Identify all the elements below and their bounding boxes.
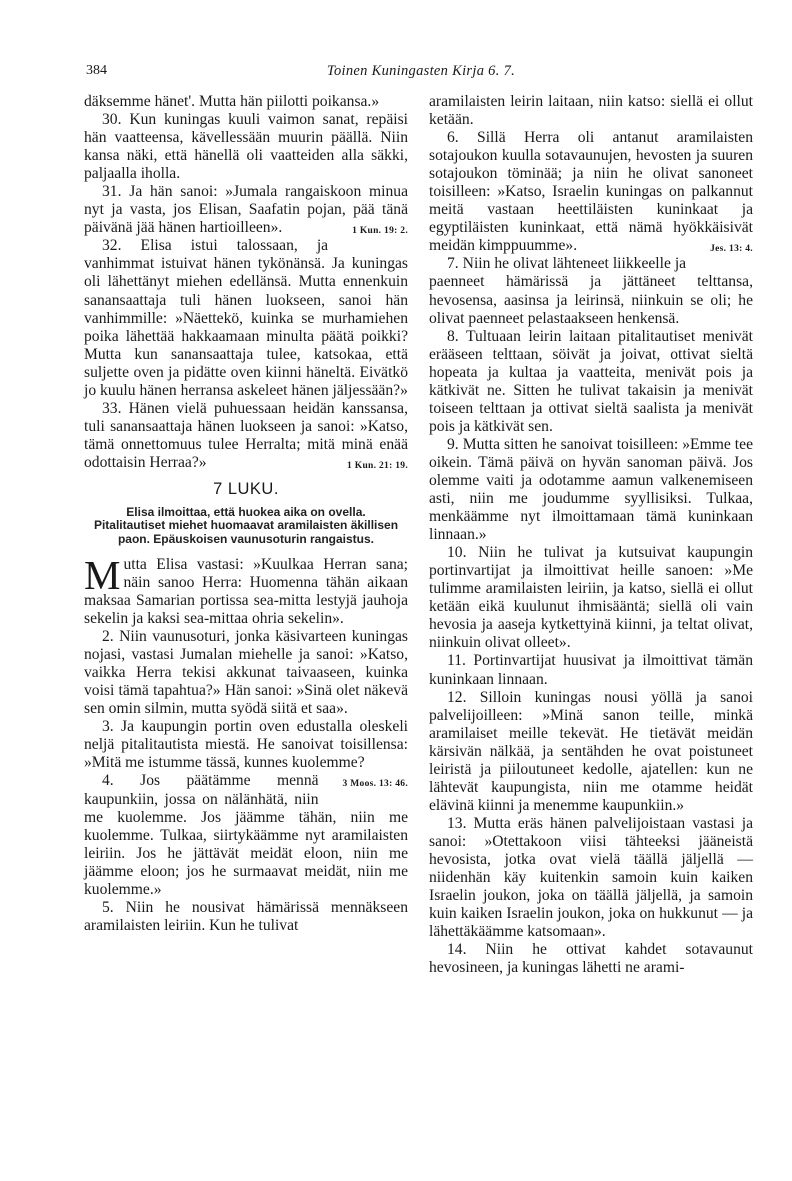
verse-13: 13. Mutta eräs hänen palvelijoistaan vastasi ja sanoi: »Otettakoon viisi tähteeksi jääneistä hevosista, jotka ovat vielä täällä jäljellä — niidenhän käy kuitenkin samoin kuin kaiken Israelin joukon, joka on täällä jäljellä, ja samoin kuin kaiken Israelin joukon, joka on hukkunut — ja lähettäkäämme katsomaan».	[429, 814, 753, 941]
verse-14: 14. Niin he ottivat kahdet sotavaunut hevosineen, ja kuningas lähetti ne arami-	[429, 941, 753, 977]
verse-30: 30. Kun kuningas kuuli vaimon sanat, repäisi hän vaatteensa, kävellessään muurin päällä. Niin kansa näki, että hänellä oli vaatteiden alla säkki, paljaalla iholla.	[84, 111, 408, 183]
verse-6	[429, 129, 753, 255]
verse-33	[84, 400, 408, 472]
cross-reference: 1 Kun. 19: 2.	[352, 226, 408, 237]
chapter-heading: 7 LUKU.	[213, 479, 279, 498]
verse-31-text: 31. Ja hän sanoi: »Jumala rangaiskoon minua nyt ja vasta, jos Elisan, Saafatin pojan, pää tänä päivänä jää hänen hartioilleen».	[84, 183, 408, 237]
paragraph: däksemme hänet'. Mutta hän piilotti poikansa.»	[84, 93, 380, 110]
right-column	[429, 93, 753, 977]
verse-9: 9. Mutta sitten he sanoivat toisilleen: »Emme tee oikein. Tämä päivä on hyvän sanoman päivä. Jos olemme vaiti ja odotamme aamun valkenemiseen asti, niin me joudumme syyllisiksi. Tulkaa, menkäämme nyt ilmoittamaan tämä kuninkaan linnaan.»	[429, 435, 753, 544]
page-header	[86, 63, 756, 85]
paragraph: aramilaisten leirin laitaan, niin katso: siellä ei ollut ketään.	[429, 93, 753, 129]
verse-3	[84, 718, 408, 790]
cross-reference: 1 Kun. 21: 19.	[347, 460, 408, 471]
cross-reference: Jes. 13: 4.	[710, 244, 753, 255]
verse-33-text: 33. Hänen vielä puhuessaan heidän kanssansa, tuli sanansaattaja hänen luokseen ja sanoi: »Katso, tämä onnettomuus tulee Herralta; mitä minä enää odottaisin Herraa?»	[84, 399, 408, 471]
verse-5: 5. Niin he nousivat hämärissä mennäkseen aramilaisten leiriin. Kun he tulivat	[84, 898, 408, 934]
verse-3-text: 3. Ja kaupungin portin oven edustalla oleskeli neljä pitalitautista miestä. He sanoivat toisillensa: »Mitä me istumme tässä, kunnes kuolemme?	[84, 718, 408, 772]
chapter-summary: Elisa ilmoittaa, että huokea aika on ovella. Pitalitautiset miehet huomaavat aramilaisten äkillisen paon. Epäuskoisen vaunusoturin rangaistus.	[93, 505, 399, 546]
verse-1-text: utta Elisa vastasi: »Kuulkaa Herran sana; näin sanoo Herra: Huomenna tähän aikaan maksaa Samarian portissa sea-mitta lestyjä jauhoja sekelin ja kaksi sea-mittaa ohria sekelin».	[84, 555, 408, 628]
verse-32: 32. Elisa istui talossaan, ja vanhimmat istuivat hänen tykönänsä. Ja kuningas oli lähettänyt miehen edellänsä. Mutta ennenkuin sanansaattaja tuli hänen luokseen, sanoi hän vanhimmille: »Näettekö, kuinka se murhamiehen poika lähettää hakkaamaan minulta päätä poikki? Mutta kun sanansaattaja tulee, katsokaa, että suljette oven ja pidätte oven kiinni häneltä. Eivätkö jo kuulu hänen herransa askeleet hänen jäljessään?»	[84, 237, 408, 399]
verse-10: 10. Niin he tulivat ja kutsuivat kaupungin portinvartijat ja ilmoittivat heille sanoen: »Me tulimme aramilaisten leiriin, ja katso, siellä ei ollut ketään eikä kuulunut ihmisääntä; siellä oli vain hevosia ja aaseja kytkettyinä kiinni, ja teltat olivat, niinkuin olivat olleet».	[429, 544, 753, 652]
verse-31	[84, 183, 408, 237]
verse-8: 8. Tultuaan leirin laitaan pitalitautiset menivät erääseen telttaan, söivät ja joivat, ottivat sieltä hopeata ja kultaa ja vaatteita, menivät pois ja kätkivät ne. Sitten he tulivat takaisin ja menivät toiseen telttaan ja ottivat sieltä saalista ja menivät pois ja kätkivät sen.	[429, 327, 753, 435]
verse-4: 4. Jos päätämme mennä kaupunkiin, jossa on nälänhätä, niin me kuolemme. Jos jäämme tähän, niin me kuolemme. Tulkaa, siirtykäämme nyt aramilaisten leiriin. Jos he jättävät meidät eloon, niin me jäämme eloon; jos he surmaavat meidät, niin me kuolemme.»	[84, 772, 408, 898]
verse-1	[84, 551, 408, 628]
verse-7: 7. Niin he olivat lähteneet liikkeelle ja paenneet hämärissä ja jättäneet telttansa, hevosensa, aasinsa ja leirinsä, niinkuin se oli; he olivat paenneet pelastaakseen henkensä.	[429, 255, 753, 327]
verse-12: 12. Silloin kuningas nousi yöllä ja sanoi palvelijoilleen: »Minä sanon teille, minkä aramilaiset meille tekevät. He tietävät meidän kärsivän nälkää, ja sentähden he ovat poistuneet leiristä ja piiloutuneet kedolle, ajatellen: kun ne lähtevät kaupungista, niin me otamme heidät elävinä kiinni ja menemme kaupunkiin.»	[429, 688, 753, 814]
verse-2: 2. Niin vaunusoturi, jonka käsivarteen kuningas nojasi, vastasi Jumalan miehelle ja sanoi: »Katso, vaikka Herra tekisi akkunat taivaaseen, kuinka voisi tämä tapahtua?» Hän sanoi: »Sinä olet näkevä sen omin silmin, mutta syödä siitä et saa».	[84, 628, 408, 718]
left-column	[84, 93, 408, 935]
verse-11: 11. Portinvartijat huusivat ja ilmoittivat tämän kuninkaan linnaan.	[429, 652, 753, 688]
page-number: 384	[86, 63, 107, 78]
drop-cap: M	[84, 551, 121, 598]
verse-6-text: 6. Sillä Herra oli antanut aramilaisten sotajoukon kuulla sotavaunujen, hevosten ja suuren sotajoukon töminää; ja niin he olivat sanoneet toisilleen: »Katso, Israelin kuningas on palkannut meitä vastaan heettiläisten kuninkaat ja egyptiläisten kuninkaat, että nämä hyökkäisivät meidän kimppuumme».	[429, 129, 753, 255]
running-title: Toinen Kuningasten Kirja 6. 7.	[326, 63, 516, 79]
cross-reference: 3 Moos. 13: 46.	[342, 779, 408, 790]
